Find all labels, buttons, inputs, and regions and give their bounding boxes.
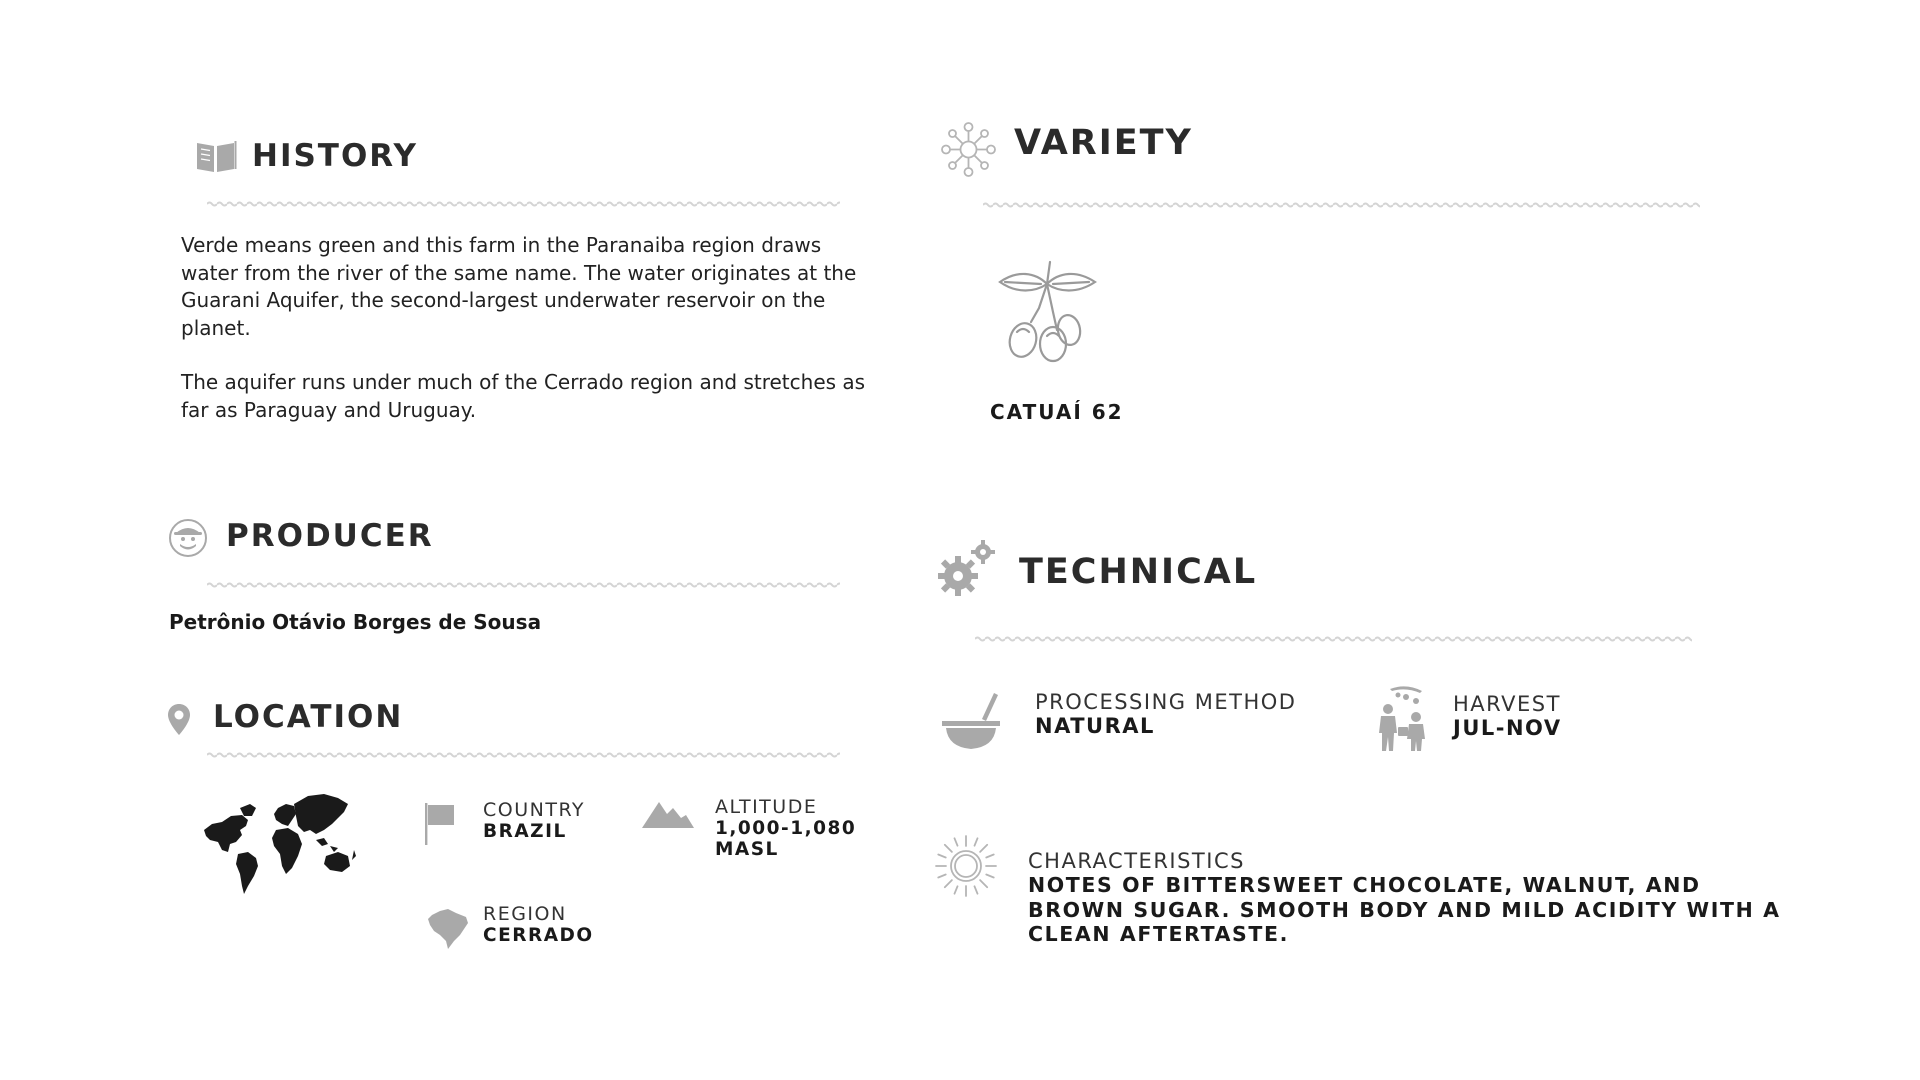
country-label: COUNTRY: [483, 799, 586, 821]
brazil-map-icon: [426, 905, 470, 949]
history-paragraph-1: Verde means green and this farm in the Paranaiba region draws water from the river of the same name. The water originates at the Guarani Aquifer, the second-largest underwater reservoir on the planet.: [181, 233, 857, 340]
map-pin-icon: [167, 703, 191, 736]
location-divider: [207, 750, 840, 760]
variety-divider: [983, 200, 1700, 210]
processing-info: [1035, 690, 1296, 738]
history-paragraph-2: The aquifer runs under much of the Cerrado region and stretches as far as Paraguay and Uruguay.: [181, 370, 866, 422]
country-value: BRAZIL: [483, 821, 567, 842]
harvest-value: JUL-NOV: [1453, 716, 1562, 740]
location-title: LOCATION: [213, 699, 404, 735]
sun-icon: [934, 834, 998, 898]
molecule-icon: [941, 122, 996, 177]
history-body: [181, 232, 881, 424]
variety-name: CATUAÍ 62: [990, 400, 1124, 424]
harvest-people-icon: [1376, 683, 1431, 751]
farmer-face-icon: [168, 518, 208, 558]
region-info: [483, 904, 594, 946]
world-map-icon: [198, 790, 358, 905]
altitude-info: [715, 797, 860, 860]
mountain-icon: [641, 800, 695, 830]
processing-value: NATURAL: [1035, 714, 1155, 738]
technical-title: TECHNICAL: [1019, 552, 1258, 592]
gears-icon: [935, 538, 997, 600]
characteristics-value: NOTES OF BITTERSWEET CHOCOLATE, WALNUT, AND BROWN SUGAR. SMOOTH BODY AND MILD ACIDITY WITH A CLEAN AFTERTASTE.: [1028, 873, 1781, 946]
altitude-label: ALTITUDE: [715, 796, 818, 818]
characteristics-label: CHARACTERISTICS: [1028, 849, 1245, 873]
flag-icon: [424, 801, 456, 845]
harvest-label: HARVEST: [1453, 692, 1561, 716]
region-label: REGION: [483, 903, 567, 925]
technical-divider: [975, 634, 1692, 644]
characteristics-info: [1028, 849, 1788, 947]
producer-name: Petrônio Otávio Borges de Sousa: [169, 610, 542, 634]
history-divider: [207, 199, 840, 209]
harvest-info: [1453, 692, 1562, 740]
processing-label: PROCESSING METHOD: [1035, 690, 1297, 714]
mortar-pestle-icon: [940, 691, 1002, 751]
variety-title: VARIETY: [1014, 123, 1193, 163]
producer-title: PRODUCER: [226, 518, 434, 554]
altitude-value: 1,000-1,080 MASL: [715, 818, 857, 860]
coffee-cherry-icon: [995, 260, 1100, 365]
producer-divider: [207, 580, 840, 590]
country-info: [483, 800, 585, 842]
history-title: HISTORY: [252, 138, 418, 174]
region-value: CERRADO: [483, 925, 594, 946]
book-icon: [195, 139, 237, 173]
